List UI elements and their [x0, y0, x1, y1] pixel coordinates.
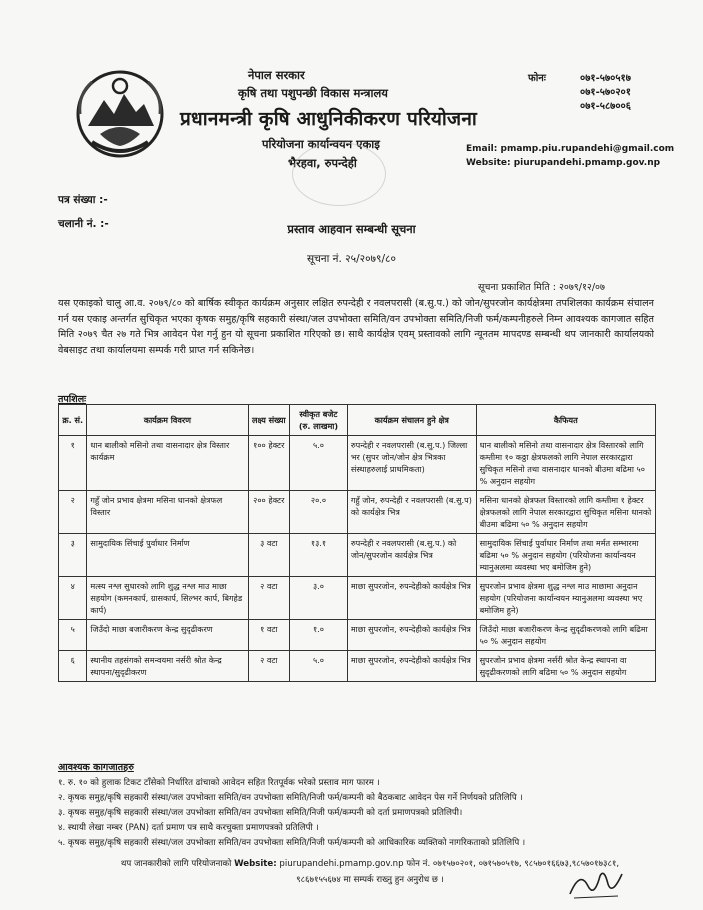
- cell-target: २ वटा: [248, 577, 290, 620]
- list-item: २. कृषक समुह/कृषि सहकारी संस्था/जल उपभोक्ता समिति/वन उपभोक्ता समिति/निजी फर्म/कम्पनी को बैठकबाट आवेदन पेस गर्ने निर्णयको प्रतिलिपि ।: [58, 793, 523, 803]
- header-area: कार्यक्रम संचालन हुने क्षेत्र: [347, 405, 476, 436]
- cell-sn: ३: [59, 534, 87, 577]
- government-name: नेपाल सरकार: [248, 68, 305, 82]
- cell-budget: १.०: [290, 620, 348, 651]
- cell-sn: ५: [59, 620, 87, 651]
- cell-target: २ वटा: [248, 651, 290, 682]
- table-row: [59, 436, 656, 491]
- cell-area: माछा सुपरजोन, रुपन्देहीको कार्यक्षेत्र भित्र: [347, 620, 476, 651]
- cell-program: जिउँदो माछा बजारीकरण केन्द्र सुदृढीकरण: [87, 620, 248, 651]
- cell-program: स्थानीय तहसंगको समन्वयमा नर्सरी श्रोत केन्द्र स्थापना/सुदृढीकरण: [87, 651, 248, 682]
- header-target: लक्ष्य संख्या: [248, 405, 290, 436]
- cell-remarks: जिउँदो माछा बजारीकरण केन्द्र सुदृढीकरणको लागि बढिमा ५० % अनुदान सहयोग: [476, 620, 655, 651]
- cell-budget: ३.०: [290, 577, 348, 620]
- ministry-name: कृषि तथा पशुपन्छी विकास मन्त्रालय: [238, 86, 388, 100]
- cell-program: धान बालीको मसिनो तथा वासनादार क्षेत्र विस्तार कार्यक्रम: [87, 436, 248, 491]
- list-item: १. रु. १० को हुलाक टिकट टाँसेको निर्धारित ढांचाको आवेदन सहित रितपूर्वक भरेको प्रस्ताव माग फारम ।: [58, 778, 380, 788]
- cell-sn: २: [59, 491, 87, 534]
- phone-3: ०७१-५८७००६: [580, 101, 631, 112]
- list-item: ३. कृषक समुह/कृषि सहकारी संस्था/जल उपभोक्ता समिति/वन उपभोक्ता समिति/निजी फर्म/कम्पनी को दर्ता प्रमाणपत्रको प्रतिलिपी।: [58, 808, 463, 818]
- list-item: ४. स्थायी लेखा नम्बर (PAN) दर्ता प्रमाण पत्र साथै करचुक्ता प्रमाणपत्रको प्रतिलिपी ।: [58, 823, 319, 833]
- table-row: [59, 534, 656, 577]
- website-text: Website: piurupandehi.pmamp.gov.np: [466, 158, 661, 168]
- cell-program: मत्स्य नश्ल सुधारको लागि शुद्ध नश्ल माउ माछा सहयोग (कमनकार्प, ग्रासकार्प, सिल्भर कार्प, बिगहेड कार्प): [87, 577, 248, 620]
- table-row: [59, 491, 656, 534]
- header-remarks: कैफियत: [476, 405, 655, 436]
- cell-remarks: मसिना धानको क्षेत्रफल विस्तारको लागि कम्तीमा १ हेक्टर क्षेत्रफलको लागि नेपाल सरकारद्वारा सुचिकृत मसिना धानको बीउमा बढिमा ५० % अनुदान सहयोग: [476, 491, 655, 534]
- cell-target: २०० हेक्टर: [248, 491, 290, 534]
- published-date: सूचना प्रकाशित मिति : २०७९/१२/०७: [478, 282, 605, 293]
- cell-remarks: सुपरजोन प्रभाव क्षेत्रमा नर्सरी श्रोत केन्द्र स्थापना वा सुदृढीकरणको लागि बढिमा ५० % अनुदान सहयोग: [476, 651, 655, 682]
- phone-2: ०७१-५७०२०१: [580, 87, 631, 98]
- contact-phones: [528, 72, 631, 114]
- header-program: कार्यक्रम विवरण: [87, 405, 248, 436]
- footer-website-label: Website:: [234, 859, 277, 869]
- cell-sn: ६: [59, 651, 87, 682]
- cell-remarks: सामुदायिक सिंचाई पुर्वाधार निर्माण तथा मर्मत सम्भारमा बढिमा ५० % अनुदान सहयोग (परियोजना कार्यान्वयन म्यानुअलमा व्यवस्था भए बमोजिम हुने): [476, 534, 655, 577]
- footer-website: piurupandehi.pmamp.gov.np: [279, 859, 404, 869]
- list-item: ५. कृषक समुह/कृषि सहकारी संस्था/जल उपभोक्ता समिति/वन उपभोक्ता समिति/निजी फर्म/कम्पनी को आधिकारिक व्यक्तिको नागरिकताको प्रतिलिपि ।: [58, 838, 526, 848]
- phone-1: ०७१-५७०५१७: [580, 73, 631, 84]
- cell-target: ३ वटा: [248, 534, 290, 577]
- cell-target: १ वटा: [248, 620, 290, 651]
- contact-online: [466, 142, 674, 170]
- cell-area: माछा सुपरजोन, रुपन्देहीको कार्यक्षेत्र भित्र: [347, 651, 476, 682]
- unit-name: परियोजना कार्यान्वयन एकाइ: [262, 137, 380, 151]
- chalani-number: चलानी नं. :-: [58, 218, 109, 230]
- cell-budget: १३.१: [290, 534, 348, 577]
- table-header-row: [59, 405, 656, 436]
- table-row: [59, 577, 656, 620]
- cell-budget: २०.०: [290, 491, 348, 534]
- cell-area: रुपन्देही र नवलपरासी (ब.सु.प.) जिल्ला भर (सुपर जोन/जोन क्षेत्र भित्रका संस्थाहरुलाई प्राथमिकता): [347, 436, 476, 491]
- header-budget: स्वीकृत बजेट (रु. लाखमा): [290, 405, 348, 436]
- cell-program: सामुदायिक सिंचाई पुर्वाधार निर्माण: [87, 534, 248, 577]
- cell-area: रुपन्देही र नवलपरासी (ब.सु.प.) को जोन/सुपरजोन कार्यक्षेत्र भित्र: [347, 534, 476, 577]
- place-name: भैरहवा, रुपन्देही: [288, 156, 357, 170]
- signature-icon: [566, 866, 626, 902]
- documents-title: आवश्यक कागजातहरु: [58, 762, 134, 773]
- notice-number: सूचना नं. २५/२०७९/८०: [307, 253, 396, 265]
- documents-list: [58, 776, 658, 851]
- cell-budget: ५.०: [290, 651, 348, 682]
- details-label: तपशिलः: [58, 394, 87, 405]
- email-text: Email: pmamp.piu.rupandehi@gmail.com: [466, 144, 675, 154]
- cell-area: माछा सुपरजोन, रुपन्देहीको कार्यक्षेत्र भित्र: [347, 577, 476, 620]
- table-row: [59, 651, 656, 682]
- cell-sn: १: [59, 436, 87, 491]
- patra-sankhya: पत्र संख्या :-: [58, 194, 108, 206]
- cell-budget: ५.०: [290, 436, 348, 491]
- footer-lead: थप जानकारीको लागि परियोजनाको: [120, 859, 232, 869]
- cell-sn: ४: [59, 577, 87, 620]
- cell-target: १०० हेक्टर: [248, 436, 290, 491]
- footer-request: ९८६७१५५६७४ मा सम्पर्क राख्नु हुन अनुरोध छ ।: [296, 875, 444, 885]
- cell-program: गहुँ जोन प्रभाव क्षेत्रमा मसिना धानको क्षेत्रफल विस्तार: [87, 491, 248, 534]
- program-table: [58, 404, 656, 682]
- office-seal: [292, 142, 386, 206]
- cell-remarks: धान बालीको मसिनो तथा वासनादार क्षेत्र विस्तारको लागि कम्तीमा १० कठ्ठा क्षेत्रफलको लागि नेपाल सरकारद्वारा सुचिकृत मसिनो तथा वासनादार धानको बीउमा बढिमा ५० % अनुदान सहयोग: [476, 436, 655, 491]
- cell-area: गहुँ जोन, रुपन्देही र नवलपरासी (ब.सु.प) को कार्यक्षेत्र भित्र: [347, 491, 476, 534]
- cell-remarks: सुपरजोन प्रभाव क्षेत्रमा शुद्ध नश्ल माउ माछामा अनुदान सहयोग (परियोजना कार्यान्वयन म्यानुअलमा व्यवस्था भए बमोजिम हुने): [476, 577, 655, 620]
- notice-title: प्रस्ताव आहवान सम्बन्धी सूचना: [287, 222, 416, 236]
- footer-phones: फोन नं. ०७१५७०२०१, ०७१५७०५१७, ९८५७०१६६७३,९८५७०१७३८१,: [406, 859, 620, 869]
- phone-label: फोनः: [528, 73, 546, 84]
- header-sn: क्र. सं.: [59, 405, 87, 436]
- table-row: [59, 620, 656, 651]
- notice-body: यस एकाइको चालु आ.व. २०७९/८० को बार्षिक स्वीकृत कार्यक्रम अनुसार लक्षित रुपन्देही र नवलपरासी (ब.सु.प.) को जोन/सुपरजोन कार्यक्षेत्रमा तपशिलका कार्यक्रम संचालन गर्न यस एकाइ अन्तर्गत सुचिकृत भएका कृषक समुह/कृषि सहकारी संस्था/जल उपभोक्ता समिति/वन उपभोक्ता समिति/निजी फर्म/कम्पनीहरुले निम्न आवश्यक कागजात सहित मिति २०७९ चैत २७ गते भित्र आवेदन पेश गर्नु हुन यो सूचना प्रकाशित गरिएको छ। साथै कार्यक्षेत्र एवम् प्रस्तावको लागि न्यूनतम मापदण्ड सम्बन्धी थप जानकारी कार्यालयको वेबसाइट तथा कार्यालयमा सम्पर्क गरी प्राप्त गर्न सकिनेछ।: [58, 298, 654, 356]
- nepal-emblem-icon: [70, 64, 170, 164]
- project-name: प्रधानमन्त्री कृषि आधुनिकीकरण परियोजना: [180, 108, 478, 130]
